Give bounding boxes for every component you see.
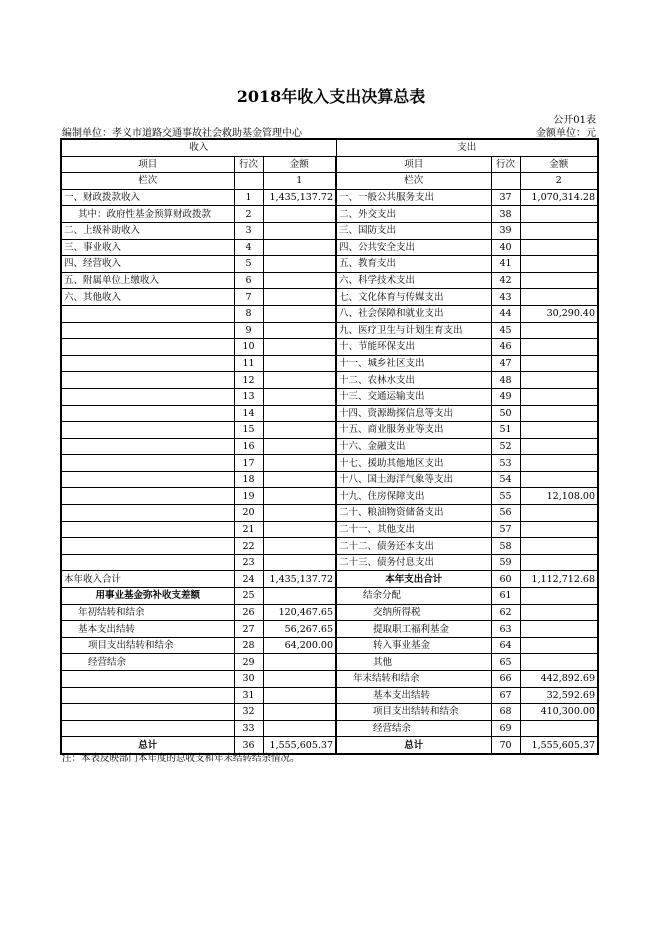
income-item: 基本支出结转 [61,621,234,638]
income-item: 其中：政府性基金预算财政拨款 [61,206,234,223]
income-amount [263,654,336,671]
expense-item: 十四、资源勘探信息等支出 [336,405,491,422]
income-header: 收入 [61,139,336,156]
income-row-number: 21 [234,521,263,538]
expense-item: 七、文化体育与传媒支出 [336,289,491,306]
table-row [61,239,598,256]
table-row [61,222,598,239]
income-item [61,405,234,422]
income-item [61,438,234,455]
expense-amount [520,588,598,605]
income-amount [263,272,336,289]
income-item-header: 项目 [61,156,234,173]
section-header-row [61,139,598,156]
income-amount [263,704,336,721]
income-item: 总计 [61,737,234,754]
expense-row-number: 54 [491,471,520,488]
expense-amount [520,637,598,654]
income-row-number: 33 [234,720,263,737]
column-index-row [61,173,598,190]
table-row [61,372,598,389]
expense-amount-header: 金额 [520,156,598,173]
income-amount: 56,267.65 [263,621,336,638]
income-row-number: 16 [234,438,263,455]
income-amount [263,687,336,704]
summary-table [60,138,599,755]
expense-row-number: 43 [491,289,520,306]
income-item: 四、经营收入 [61,256,234,273]
income-amount [263,422,336,439]
expense-row-number: 38 [491,206,520,223]
income-row-number: 6 [234,272,263,289]
expense-amount [520,521,598,538]
expense-row-number: 63 [491,621,520,638]
income-row-number: 22 [234,538,263,555]
expense-row-number: 68 [491,704,520,721]
expense-item: 转入事业基金 [336,637,491,654]
table-row [61,604,598,621]
income-row-number: 12 [234,372,263,389]
expense-item: 九、医疗卫生与计划生育支出 [336,322,491,339]
income-item [61,687,234,704]
expense-row-number: 49 [491,388,520,405]
income-item [61,488,234,505]
expense-row-number: 39 [491,222,520,239]
footnote: 注：本表反映部门本年度的总收支和年末结转结余情况。 [62,753,300,764]
table-row [61,720,598,737]
expense-item: 年末结转和结余 [336,671,491,688]
income-row-number: 1 [234,189,263,206]
income-row-number: 36 [234,737,263,754]
table-row [61,422,598,439]
expense-amount [520,654,598,671]
income-item [61,704,234,721]
expense-item: 八、社会保障和就业支出 [336,305,491,322]
expense-amount [520,239,598,256]
expense-amount [520,322,598,339]
income-amount [263,538,336,555]
expense-item: 二十二、债务还本支出 [336,538,491,555]
expense-item: 二十、粮油物资储备支出 [336,505,491,522]
table-row [61,588,598,605]
table-row [61,671,598,688]
expense-item: 十二、农林水支出 [336,372,491,389]
income-amount: 64,200.00 [263,637,336,654]
income-row-number: 9 [234,322,263,339]
table-row [61,339,598,356]
income-amount [263,405,336,422]
expense-col-blank [491,173,520,190]
income-row-number: 19 [234,488,263,505]
expense-row-number: 59 [491,554,520,571]
expense-row-number: 42 [491,272,520,289]
income-amount [263,554,336,571]
income-amount [263,455,336,472]
income-item [61,720,234,737]
income-amount [263,521,336,538]
income-row-number: 7 [234,289,263,306]
income-row-number: 27 [234,621,263,638]
expense-row-number: 50 [491,405,520,422]
expense-amount: 442,892.69 [520,671,598,688]
income-row-number: 30 [234,671,263,688]
expense-amount: 410,300.00 [520,704,598,721]
expense-row-number: 69 [491,720,520,737]
income-item: 本年收入合计 [61,571,234,588]
expense-rowno-header: 行次 [491,156,520,173]
expense-amount: 32,592.69 [520,687,598,704]
expense-col-label: 栏次 [336,173,491,190]
income-item: 三、事业收入 [61,239,234,256]
table-row [61,355,598,372]
income-amount [263,588,336,605]
expense-amount: 1,555,605.37 [520,737,598,754]
income-amount [263,671,336,688]
table-row [61,621,598,638]
expense-amount: 1,112,712.68 [520,571,598,588]
table-row [61,455,598,472]
income-item [61,322,234,339]
expense-item: 总计 [336,737,491,754]
income-item [61,505,234,522]
income-item: 用事业基金弥补收支差额 [61,588,234,605]
expense-item: 十五、商业服务业等支出 [336,422,491,439]
income-item [61,355,234,372]
income-amount [263,322,336,339]
income-item [61,538,234,555]
expense-header: 支出 [336,139,598,156]
expense-item: 经营结余 [336,720,491,737]
income-amount [263,256,336,273]
income-item [61,422,234,439]
expense-amount [520,222,598,239]
expense-row-number: 48 [491,372,520,389]
expense-amount: 30,290.40 [520,305,598,322]
income-item: 二、上级补助收入 [61,222,234,239]
income-row-number: 25 [234,588,263,605]
income-amount [263,305,336,322]
expense-row-number: 64 [491,637,520,654]
expense-amount [520,621,598,638]
income-rowno-header: 行次 [234,156,263,173]
income-row-number: 29 [234,654,263,671]
expense-row-number: 55 [491,488,520,505]
expense-item: 交纳所得税 [336,604,491,621]
expense-item: 十六、金融支出 [336,438,491,455]
income-amount: 1,435,137.72 [263,189,336,206]
income-row-number: 11 [234,355,263,372]
expense-item: 三、国防支出 [336,222,491,239]
expense-row-number: 70 [491,737,520,754]
expense-row-number: 57 [491,521,520,538]
table-row [61,704,598,721]
expense-item: 二十一、其他支出 [336,521,491,538]
expense-amount [520,256,598,273]
expense-item: 提取职工福利基金 [336,621,491,638]
expense-amount [520,206,598,223]
expense-row-number: 37 [491,189,520,206]
income-amount [263,222,336,239]
table-row [61,305,598,322]
income-item [61,521,234,538]
table-row [61,654,598,671]
income-item [61,455,234,472]
income-col-number: 1 [263,173,336,190]
income-item: 五、附属单位上缴收入 [61,272,234,289]
expense-item: 六、科学技术支出 [336,272,491,289]
income-row-number: 5 [234,256,263,273]
expense-amount [520,554,598,571]
table-row [61,687,598,704]
income-amount: 120,467.65 [263,604,336,621]
income-item: 六、其他收入 [61,289,234,306]
income-amount [263,239,336,256]
expense-amount [520,538,598,555]
table-row [61,189,598,206]
income-amount [263,471,336,488]
expense-row-number: 47 [491,355,520,372]
table-row [61,505,598,522]
income-amount [263,388,336,405]
expense-row-number: 46 [491,339,520,356]
table-row [61,272,598,289]
income-amount: 1,435,137.72 [263,571,336,588]
expense-amount [520,471,598,488]
money-unit: 金额单位：元 [536,128,596,139]
expense-item: 二、外交支出 [336,206,491,223]
income-row-number: 14 [234,405,263,422]
income-row-number: 17 [234,455,263,472]
expense-amount [520,405,598,422]
income-amount-header: 金额 [263,156,336,173]
expense-item: 五、教育支出 [336,256,491,273]
income-row-number: 26 [234,604,263,621]
expense-amount [520,455,598,472]
expense-amount [520,272,598,289]
income-amount [263,488,336,505]
income-item [61,671,234,688]
expense-row-number: 40 [491,239,520,256]
income-amount [263,505,336,522]
expense-item: 十一、城乡社区支出 [336,355,491,372]
expense-row-number: 66 [491,671,520,688]
income-amount [263,720,336,737]
income-amount [263,289,336,306]
income-amount [263,438,336,455]
expense-amount: 12,108.00 [520,488,598,505]
income-item: 经营结余 [61,654,234,671]
income-row-number: 3 [234,222,263,239]
income-amount [263,372,336,389]
expense-row-number: 58 [491,538,520,555]
expense-row-number: 52 [491,438,520,455]
income-item: 项目支出结转和结余 [61,637,234,654]
report-title: 2018年收入支出决算总表 [236,87,426,106]
expense-item: 本年支出合计 [336,571,491,588]
income-row-number: 24 [234,571,263,588]
expense-item: 基本支出结转 [336,687,491,704]
expense-amount [520,355,598,372]
income-col-blank [234,173,263,190]
expense-row-number: 61 [491,588,520,605]
income-row-number: 8 [234,305,263,322]
expense-amount [520,438,598,455]
income-item [61,372,234,389]
expense-amount [520,388,598,405]
expense-row-number: 65 [491,654,520,671]
table-row [61,554,598,571]
table-row [61,405,598,422]
income-item [61,339,234,356]
table-row [61,438,598,455]
income-row-number: 20 [234,505,263,522]
income-item [61,554,234,571]
expense-item: 四、公共安全支出 [336,239,491,256]
table-row [61,521,598,538]
expense-item: 十七、援助其他地区支出 [336,455,491,472]
income-item [61,305,234,322]
expense-amount: 1,070,314.28 [520,189,598,206]
expense-item: 十、节能环保支出 [336,339,491,356]
income-row-number: 28 [234,637,263,654]
expense-item: 一、一般公共服务支出 [336,189,491,206]
expense-row-number: 41 [491,256,520,273]
income-row-number: 23 [234,554,263,571]
table-row [61,256,598,273]
income-item [61,388,234,405]
expense-amount [520,720,598,737]
income-item: 一、财政拨款收入 [61,189,234,206]
expense-item: 二十三、债务付息支出 [336,554,491,571]
income-row-number: 32 [234,704,263,721]
income-row-number: 15 [234,422,263,439]
income-row-number: 2 [234,206,263,223]
expense-amount [520,422,598,439]
income-amount [263,339,336,356]
table-row [61,538,598,555]
expense-row-number: 56 [491,505,520,522]
table-row [61,637,598,654]
table-row [61,322,598,339]
income-item [61,471,234,488]
income-row-number: 31 [234,687,263,704]
table-row [61,388,598,405]
income-col-label: 栏次 [61,173,234,190]
expense-item: 项目支出结转和结余 [336,704,491,721]
expense-col-number: 2 [520,173,598,190]
expense-row-number: 51 [491,422,520,439]
expense-item: 十九、住房保障支出 [336,488,491,505]
expense-item: 十三、交通运输支出 [336,388,491,405]
expense-row-number: 44 [491,305,520,322]
table-row [61,488,598,505]
income-row-number: 18 [234,471,263,488]
income-amount [263,206,336,223]
expense-amount [520,505,598,522]
income-row-number: 13 [234,388,263,405]
expense-row-number: 60 [491,571,520,588]
expense-row-number: 53 [491,455,520,472]
expense-item-header: 项目 [336,156,491,173]
table-row [61,289,598,306]
expense-item: 结余分配 [336,588,491,605]
expense-amount [520,339,598,356]
table-row [61,571,598,588]
expense-row-number: 45 [491,322,520,339]
income-row-number: 4 [234,239,263,256]
expense-amount [520,289,598,306]
expense-amount [520,604,598,621]
compiling-unit: 编制单位：孝义市道路交通事故社会救助基金管理中心 [62,128,302,139]
expense-item: 十八、国土海洋气象等支出 [336,471,491,488]
form-number: 公开01表 [553,115,596,126]
table-row [61,206,598,223]
expense-amount [520,372,598,389]
income-amount [263,355,336,372]
expense-row-number: 62 [491,604,520,621]
expense-item: 其他 [336,654,491,671]
column-header-row [61,156,598,173]
income-item: 年初结转和结余 [61,604,234,621]
income-row-number: 10 [234,339,263,356]
table-row [61,471,598,488]
expense-row-number: 67 [491,687,520,704]
income-amount: 1,555,605.37 [263,737,336,754]
